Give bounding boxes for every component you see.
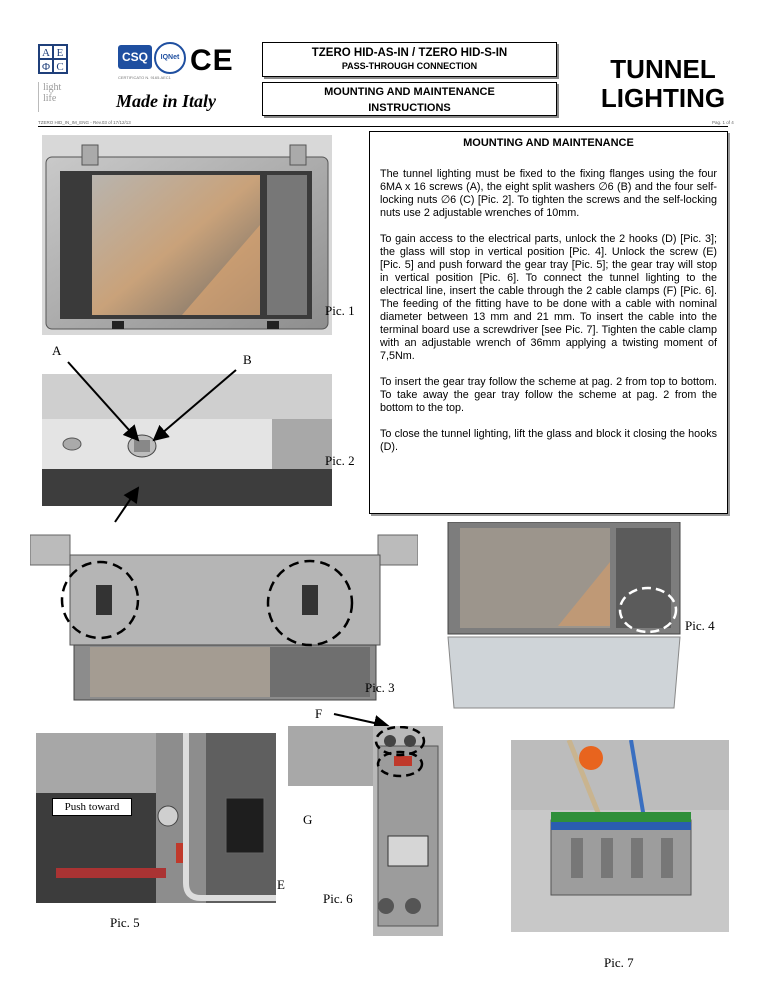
instructions-paragraph: To gain access to the electrical parts, unlock the 2 hooks (D) [Pic. 3]; the glass will stop in vertical position [Pic. 4]. Unlock the screw (E) [Pic. 5] and push forward the gear tray [Pic. 5]; the gear tray will stop in vertical position [Pic. 6]. To connect the tunnel lighting to the electrical line, insert the cable through the 2 cable clamps (F) [Pic. 6]. The feeding of the fitting have to be done with a cable with nominal diameter between 13 mm and 21 mm. To insert the cable into the terminal board use a screwdriver [see Pic. 7]. Tighten the cable clamp with an adjustable wrench of 36mm applying a twisting moment of 7,5Nm. [380,233,717,362]
doc-code: TZERO HID_IN_IM_ENG - Rev.03 of 17/12/13 [38,120,131,125]
pic3-photo [30,525,418,710]
callout-g: G [303,812,313,827]
product-title-box [262,42,557,77]
pic1-label: Pic. 1 [325,303,355,318]
pic2-label: Pic. 2 [325,453,355,468]
instructions-paragraph: To close the tunnel lighting, lift the glass and block it closing the hooks (D). [380,428,717,453]
category-line: LIGHTING [600,83,726,113]
pic6-photo [288,726,458,936]
pic3-label: Pic. 3 [365,680,395,695]
instructions-paragraph: The tunnel lighting must be fixed to the fixing flanges using the four 6MA x 16 screws (A), the eight split washers ∅6 (B) and the four self-locking nuts ∅6 (C) [Pic. 2]. To tighten the screws and the self-locking nuts use 2 adjustable wrenches of 10mm. [380,168,717,219]
pic1-photo [42,135,332,335]
instructions-heading: MOUNTING AND MAINTENANCE [463,137,634,149]
instructions-box [369,131,728,514]
callout-e: E [277,877,285,892]
aec-logo [38,44,68,74]
callout-a: A [52,343,62,358]
lightlife-logo-line: light [43,82,62,93]
certificate-line: CERTIFICATO N. 9165.AEC1 [118,75,171,80]
instructions-paragraph: To insert the gear tray follow the scheme at pag. 2 from top to bottom. To take away the gear tray follow the scheme at pag. 2 from the bottom to the top. [380,376,717,414]
doc-type-line: MOUNTING AND MAINTENANCE [324,86,495,98]
aec-logo-letter: E [53,45,67,59]
callout-b: B [243,352,252,367]
aec-logo-letter: Φ [39,59,53,73]
callout-f: F [315,706,323,721]
pic7-label: Pic. 7 [604,955,634,970]
aec-logo-letter: A [39,45,53,59]
doc-type-line: INSTRUCTIONS [368,102,451,114]
pic4-label: Pic. 4 [685,618,715,633]
pic5-photo [36,733,276,903]
connection-type: PASS-THROUGH CONNECTION [341,61,478,71]
pic4-photo [438,522,690,710]
push-toward-label: Push toward [52,798,132,816]
lightlife-logo [38,82,68,112]
aec-logo-letter: C [53,59,67,73]
doc-type-box [262,82,557,116]
category-title [598,55,728,113]
ce-mark: CE [190,44,234,77]
arrow-f [334,714,388,726]
iqnet-logo: IQNet [154,42,186,74]
product-name: TZERO HID-AS-IN / TZERO HID-S-IN [311,47,508,59]
made-in-italy: Made in Italy [116,91,217,111]
category-line: TUNNEL [610,54,716,84]
csq-logo: CSQ [118,45,152,69]
header-divider [38,126,728,127]
page-number: Pag. 1 of 4 [712,120,734,125]
pic6-label: Pic. 6 [323,891,353,906]
pic5-label: Pic. 5 [110,915,140,930]
pic2-photo [42,374,332,506]
lightlife-logo-line: life [43,93,57,104]
pic7-photo [511,740,729,932]
